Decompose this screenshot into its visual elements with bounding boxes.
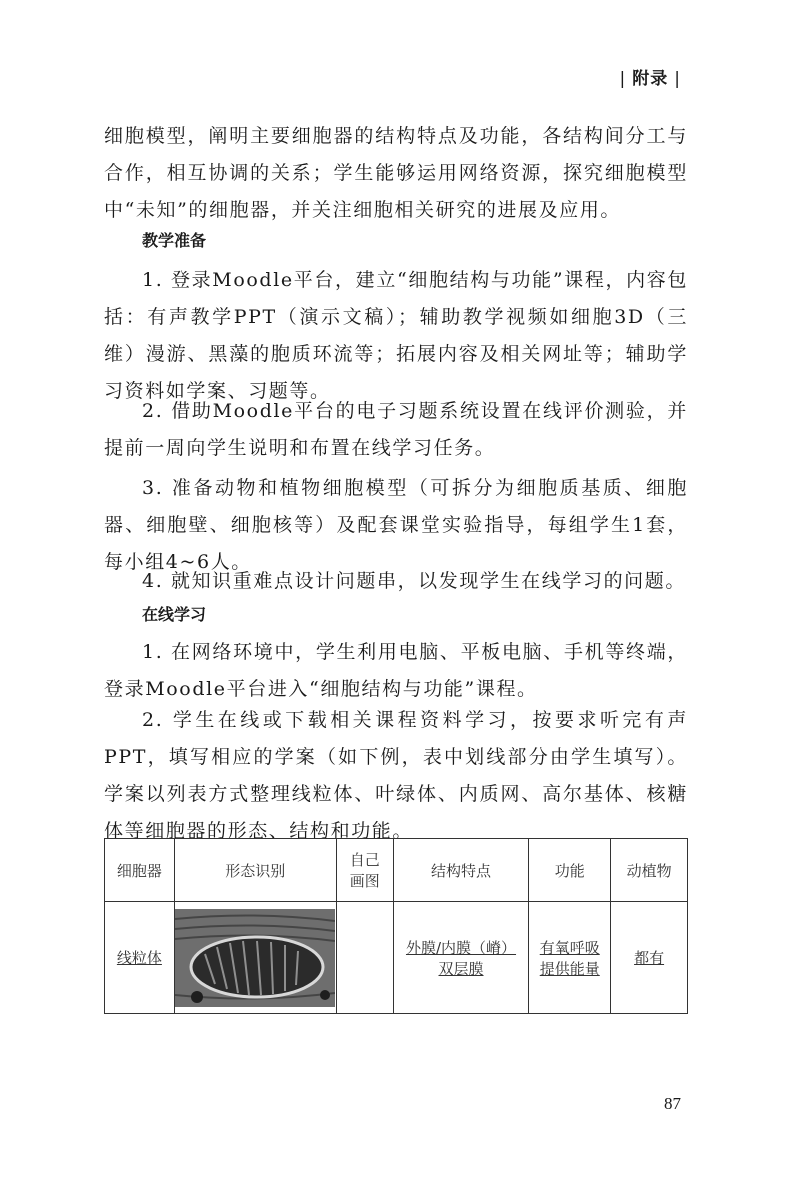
paragraph-prep-1: 1. 登录Moodle平台，建立“细胞结构与功能”课程，内容包括：有声教学PPT（演示文稿）；辅助教学视频如细胞3D（三维）漫游、黑藻的胞质环流等；拓展内容及相关网址等；辅助学习资料如学案、习题等。 xyxy=(104,269,688,402)
header-animal-plant: 动植物 xyxy=(611,839,688,902)
running-header xyxy=(614,64,687,89)
header-section-title: 附录 xyxy=(632,69,669,89)
paragraph-prep-4: 4. 就知识重难点设计问题串，以发现学生在线学习的问题。 xyxy=(142,570,686,592)
function-line1: 有氧呼吸 xyxy=(539,938,600,957)
paragraph-intro: 细胞模型，阐明主要细胞器的结构特点及功能，各结构间分工与合作，相互协调的关系；学生能够运用网络资源，探究细胞模型中“未知”的细胞器，并关注细胞相关研究的进展及应用。 xyxy=(104,125,688,221)
table-row xyxy=(105,902,688,1014)
header-bar-right: | xyxy=(674,69,681,89)
cell-self-draw[interactable] xyxy=(336,902,393,1014)
paragraph-prep-3: 3. 准备动物和植物细胞模型（可拆分为细胞质基质、细胞器、细胞壁、细胞核等）及配套课堂实验指导，每组学生1套，每小组4~6人。 xyxy=(104,477,688,573)
organelle-name: 线粒体 xyxy=(116,949,162,967)
function-line2: 提供能量 xyxy=(539,959,600,978)
header-function: 功能 xyxy=(529,839,611,902)
header-organelle: 细胞器 xyxy=(105,839,175,902)
organelle-worksheet-table xyxy=(104,838,688,1014)
page-number: 87 xyxy=(664,1094,681,1113)
header-self-draw-line1: 自己 xyxy=(349,851,380,869)
header-bar-left: | xyxy=(619,69,627,89)
paragraph-online-1: 1. 在网络环境中，学生利用电脑、平板电脑、手机等终端，登录Moodle平台进入“细胞结构与功能”课程。 xyxy=(104,641,688,700)
cell-organelle xyxy=(105,902,175,1014)
structure-line2: 双层膜 xyxy=(438,959,484,978)
header-morphology: 形态识别 xyxy=(174,839,336,902)
heading-teaching-preparation: 教学准备 xyxy=(142,231,207,250)
structure-line1: 外膜/内膜（嵴） xyxy=(405,938,517,957)
paragraph-prep-2: 2. 借助Moodle平台的电子习题系统设置在线评价测验，并提前一周向学生说明和布置在线学习任务。 xyxy=(104,400,688,459)
heading-online-learning: 在线学习 xyxy=(142,605,207,624)
paragraph-online-2: 2. 学生在线或下载相关课程资料学习，按要求听完有声PPT，填写相应的学案（如下例，表中划线部分由学生填写）。学案以列表方式整理线粒体、叶绿体、内质网、高尔基体、核糖体等细胞器的形态、结构和功能。 xyxy=(104,709,688,842)
table-header-row xyxy=(105,839,688,902)
header-structure: 结构特点 xyxy=(393,839,529,902)
animal-plant-value: 都有 xyxy=(634,949,665,967)
header-self-draw-line2: 画图 xyxy=(349,872,380,890)
cell-structure xyxy=(393,902,529,1014)
cell-animal-plant xyxy=(611,902,688,1014)
header-self-draw xyxy=(336,839,393,902)
mitochondrion-micrograph-icon xyxy=(175,909,335,1007)
cell-morphology xyxy=(174,902,336,1014)
cell-function xyxy=(529,902,611,1014)
